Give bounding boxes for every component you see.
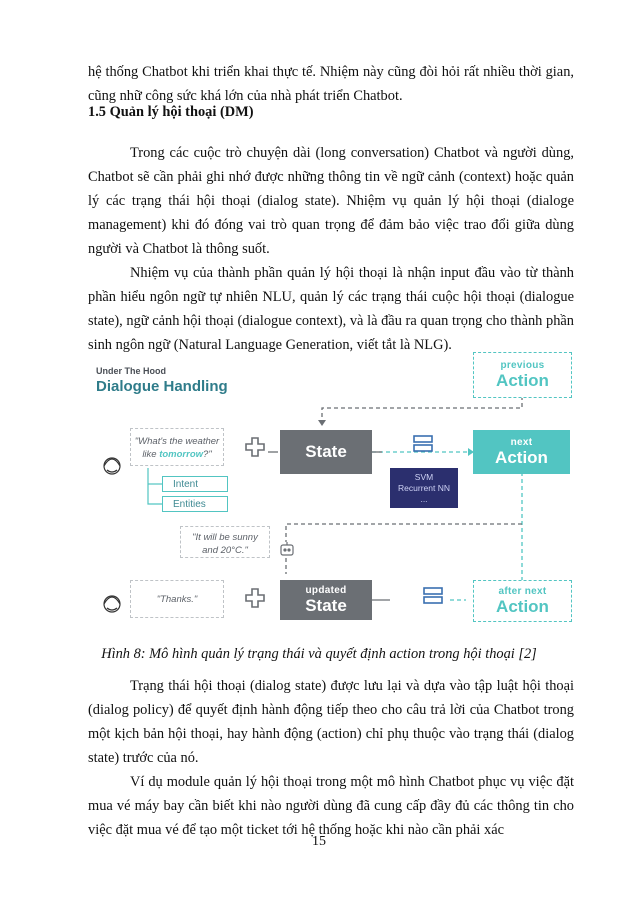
intro-paragraph [88, 60, 574, 108]
user-avatar-icon [104, 596, 120, 612]
after-next-action-box [473, 580, 572, 622]
policy-model-box: SVM Recurrent NN ... [390, 468, 458, 508]
prev-to-state-arrow [322, 396, 522, 422]
action-label: Action [496, 596, 549, 616]
intent-tag: Intent [162, 476, 228, 492]
intro-text: hệ thống Chatbot khi triển khai thực tế. Nhiệm này cũng đòi hỏi rất nhiều thời gian, cũng nhữ công sức khá lớn của nhà phát triển Chatbot. [88, 64, 574, 104]
next-action-box [473, 430, 570, 474]
plus-icon [246, 438, 264, 456]
paragraph-1: Trong các cuộc trò chuyện dài (long conversation) Chatbot và người dùng, Chatbot sẽ cần phải ghi nhớ được những thông tin về ngữ cảnh (context) hoặc quản lý các trạng thái hội thoại (dialog state). Nhiệm vụ quản lý hội thoại (dialoge management) khi đó đóng vai trò quan trọng để đảm bảo việc trao đổi giữa dùng người và Chatbot là thông suốt. [88, 145, 574, 257]
figure-title: Dialogue Handling [96, 378, 228, 395]
body-paragraphs [88, 141, 574, 357]
next-to-bot-arrow [286, 524, 522, 542]
paragraph-2: Nhiệm vụ của thành phần quản lý hội thoại là nhận input đầu vào từ thành phần hiểu ngôn ngữ tự nhiên NLU, quản lý các trạng thái cuộc hội thoại (dialogue state), ngữ cảnh hội thoại (dialogue context), và là đầu ra quan trọng cho thành phần sinh ngôn ngữ (Natural Language Generation, viết tắt là NLG). [88, 265, 574, 353]
plus-icon [246, 589, 264, 607]
paragraph-3: Trạng thái hội thoại (dialog state) được lưu lại và dựa vào tập luật hội thoại (dialog policy) để quyết định hành động tiếp theo cho câu trả lời của Chatbot trong một kịch bản hội thoại, hay hành động (action) chỉ phụ thuộc vào trạng thái (dialog state) trước của nó. [88, 678, 574, 766]
updated-label: updated [305, 584, 347, 596]
section-heading: 1.5 Quản lý hội thoại (DM) [88, 104, 254, 120]
previous-label: previous [500, 359, 545, 371]
action-label: Action [496, 370, 549, 390]
previous-action-box [473, 352, 572, 398]
bot-reply-bubble: "It will be sunny and 20°C." [180, 526, 270, 558]
figure-caption: Hình 8: Mô hình quản lý trạng thái và quyết định action trong hội thoại [2] [101, 646, 537, 662]
updated-state-box [280, 580, 372, 620]
list-icon [414, 436, 432, 451]
user-thanks-bubble: "Thanks." [130, 580, 224, 618]
action-label: Action [495, 447, 548, 467]
list-icon [424, 588, 442, 603]
state-label: State [305, 595, 347, 615]
body-paragraphs-2 [88, 674, 574, 842]
paragraph-4: Ví dụ module quản lý hội thoại trong một mô hình Chatbot phục vụ việc đặt mua vé máy bay cần biết khi nào người dùng đã cung cấp đầy đủ các thông tin cho việc đặt mua vé để tạo một ticket tới hệ thống hoặc khi nào cần phải xác [88, 774, 574, 838]
user-avatar-icon [104, 458, 120, 474]
under-the-hood-label: Under The Hood [96, 366, 166, 376]
dialogue-handling-figure [90, 348, 580, 638]
state-label: State [305, 442, 347, 461]
after-next-label: after next [498, 585, 547, 597]
state-box [280, 430, 372, 474]
entities-tag: Entities [162, 496, 228, 512]
user-question-bubble: "What's the weather like tomorrow?" [130, 428, 224, 466]
next-label: next [510, 436, 533, 448]
bot-icon [281, 542, 293, 555]
arrowhead [318, 420, 326, 426]
page-number: 15 [312, 834, 326, 849]
